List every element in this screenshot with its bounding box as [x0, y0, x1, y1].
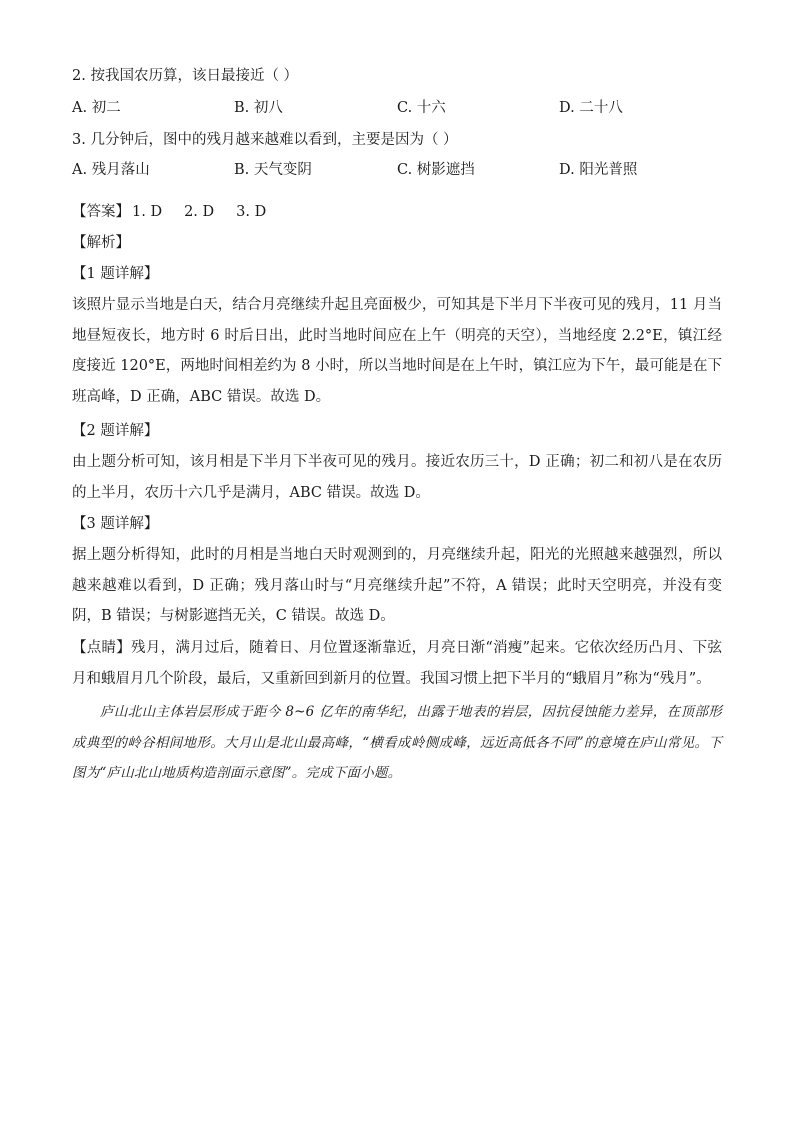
q3-option-a: A. 残月落山	[72, 162, 150, 178]
question-3-stem: 3. 几分钟后，图中的残月越来越难以看到，主要是因为（ ）	[72, 132, 458, 148]
q2-option-a: A. 初二	[72, 100, 121, 116]
q3-option-d: D. 阳光普照	[559, 162, 638, 178]
q3-option-b: B. 天气变阴	[234, 162, 312, 178]
question-2-stem: 2. 按我国农历算，该日最接近（ ）	[72, 68, 299, 84]
q3-option-c: C. 树影遮挡	[397, 162, 475, 178]
detail-1-text: 该照片显示当地是白天，结合月亮继续升起且亮面极少，可知其是下半月下半夜可见的残月，11 月当地昼短夜长，地方时 6 时后日出，此时当地时间应在上午（明亮的天空），当地经度 2.2°E，镇江经度接近 120°E，两地时间相差约为 8 小时，所以当地时间是在上午时，镇江应为下午，最可能是在下班高峰，D 正确，ABC 错误。故选 D。	[72, 297, 722, 405]
q2-option-d: D. 二十八	[559, 100, 623, 116]
note-text: 【点睛】残月，满月过后，随着日、月位置逐渐靠近，月亮日渐“消瘦”起来。它依次经历凸月、下弦月和蛾眉月几个阶段，最后，又重新回到新月的位置。我国习惯上把下半月的“蛾眉月”称为“残月”。	[72, 640, 722, 687]
passage-text: 庐山北山主体岩层形成于距今 8~6 亿年的南华纪，出露于地表的岩层，因抗侵蚀能力差异，在顶部形成典型的岭谷相间地形。大月山是北山最高峰，“横看成岭侧成峰，远近高低各不同”的意境在庐山常见。下图为“庐山北山地质构造剖面示意图”。完成下面小题。	[72, 704, 722, 781]
q2-option-b: B. 初八	[234, 100, 283, 116]
answer-label: 【答案】	[72, 204, 130, 220]
detail-3-heading: 【3 题详解】	[72, 516, 159, 532]
answer-line	[72, 202, 288, 222]
answer-item: 1. D	[132, 204, 163, 220]
answer-item: 2. D	[184, 204, 215, 220]
detail-2-text: 由上题分析可知，该月相是下半月下半夜可见的残月。接近农历三十，D 正确；初二和初八是在农历的上半月，农历十六几乎是满月，ABC 错误。故选 D。	[72, 454, 722, 501]
q2-option-c: C. 十六	[397, 100, 446, 116]
analysis-label: 【解析】	[72, 235, 130, 251]
detail-3-text: 据上题分析得知，此时的月相是当地白天时观测到的，月亮继续升起，阳光的光照越来越强烈，所以越来越难以看到，D 正确；残月落山时与“月亮继续升起”不符，A 错误；此时天空明亮，并没有变阴，B 错误；与树影遮挡无关，C 错误。故选 D。	[72, 547, 722, 624]
answer-item: 3. D	[236, 204, 267, 220]
detail-1-heading: 【1 题详解】	[72, 266, 159, 282]
detail-2-heading: 【2 题详解】	[72, 423, 159, 439]
